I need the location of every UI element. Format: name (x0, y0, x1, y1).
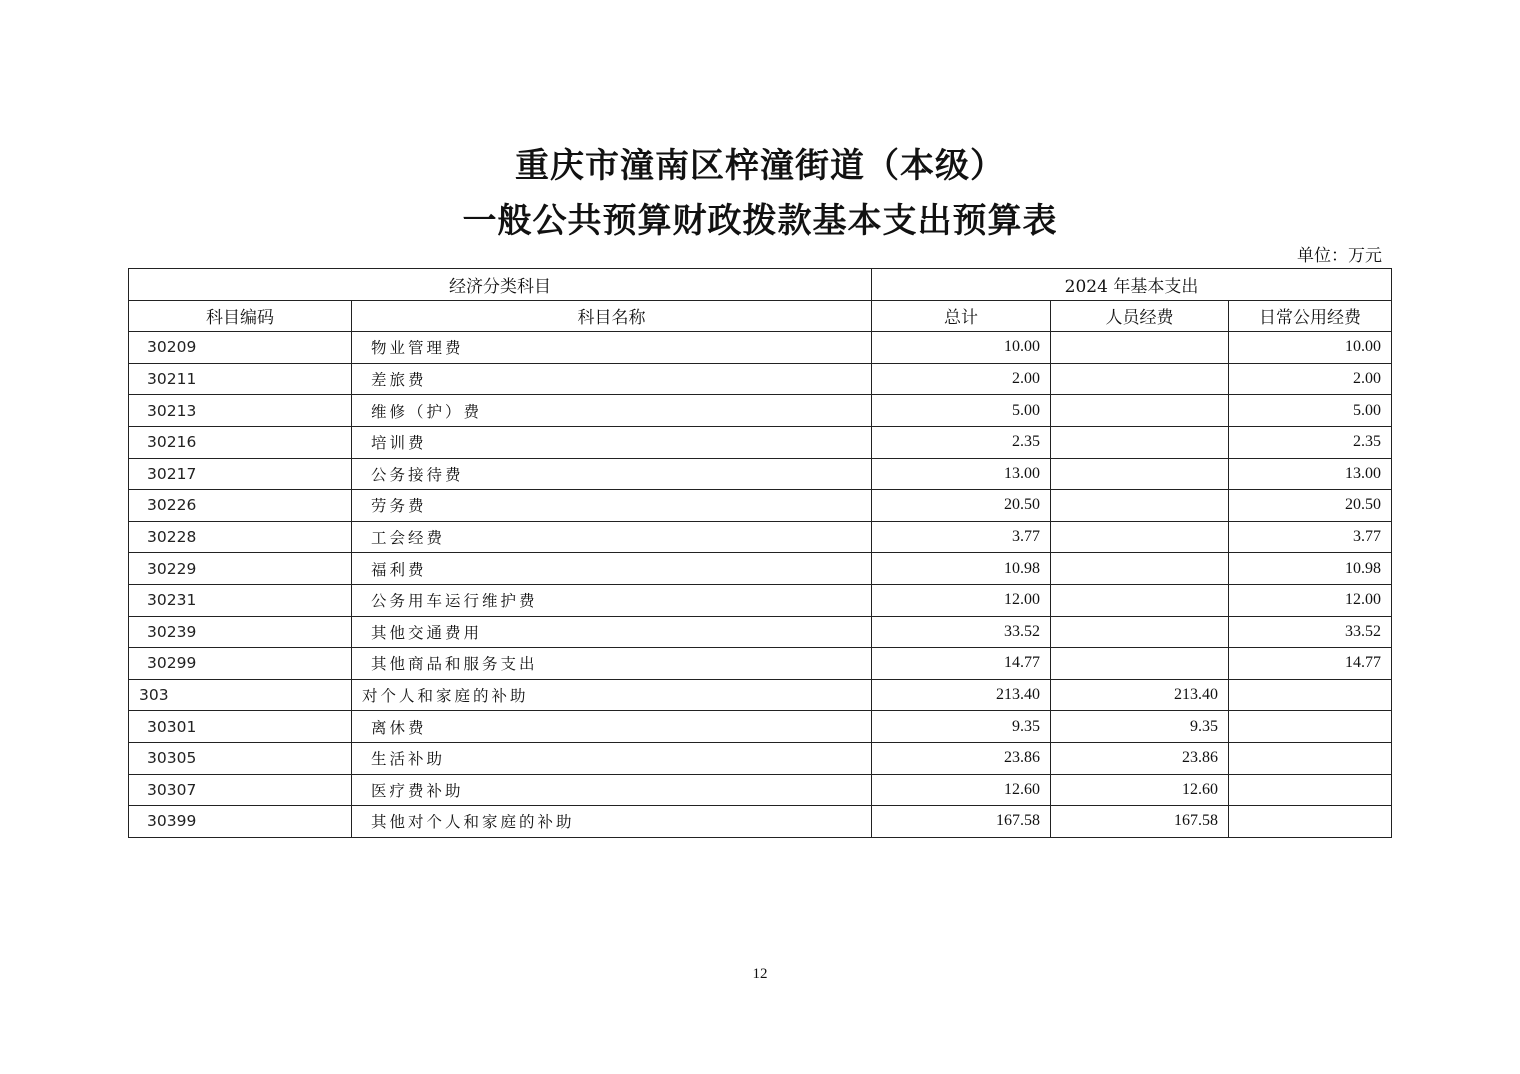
column-header-row (129, 300, 1392, 332)
cell-name: 生活补助 (352, 742, 872, 774)
cell-personnel (1051, 584, 1229, 616)
cell-personnel (1051, 490, 1229, 522)
cell-name: 公务接待费 (352, 458, 872, 490)
cell-total: 10.98 (872, 553, 1051, 585)
cell-public: 14.77 (1229, 648, 1392, 680)
cell-total: 2.00 (872, 363, 1051, 395)
cell-public (1229, 774, 1392, 806)
cell-personnel: 9.35 (1051, 711, 1229, 743)
cell-personnel (1051, 363, 1229, 395)
cell-code: 30209 (129, 332, 352, 364)
table-row (129, 648, 1392, 680)
table-row (129, 426, 1392, 458)
cell-code: 30239 (129, 616, 352, 648)
cell-code: 30305 (129, 742, 352, 774)
cell-code: 30217 (129, 458, 352, 490)
cell-total: 3.77 (872, 521, 1051, 553)
page-title-line2: 一般公共预算财政拨款基本支出预算表 (462, 201, 1058, 241)
table-row (129, 679, 1392, 711)
cell-code: 30299 (129, 648, 352, 680)
header-total: 总计 (872, 300, 1051, 332)
cell-public (1229, 711, 1392, 743)
cell-public (1229, 742, 1392, 774)
cell-public: 3.77 (1229, 521, 1392, 553)
cell-public: 33.52 (1229, 616, 1392, 648)
cell-public: 20.50 (1229, 490, 1392, 522)
cell-personnel: 213.40 (1051, 679, 1229, 711)
group-header-row (129, 269, 1392, 301)
cell-total: 167.58 (872, 806, 1051, 838)
table-row (129, 742, 1392, 774)
cell-personnel (1051, 616, 1229, 648)
cell-personnel: 12.60 (1051, 774, 1229, 806)
table-row (129, 458, 1392, 490)
cell-personnel (1051, 332, 1229, 364)
cell-name: 维修（护）费 (352, 395, 872, 427)
cell-code: 30231 (129, 584, 352, 616)
header-code: 科目编码 (129, 300, 352, 332)
cell-personnel: 23.86 (1051, 742, 1229, 774)
cell-name: 对个人和家庭的补助 (352, 679, 872, 711)
page-title-line1: 重庆市潼南区梓潼街道（本级） (515, 146, 1005, 186)
table-body (129, 332, 1392, 838)
cell-total: 33.52 (872, 616, 1051, 648)
table-row (129, 521, 1392, 553)
cell-name: 公务用车运行维护费 (352, 584, 872, 616)
cell-code: 30229 (129, 553, 352, 585)
cell-total: 12.00 (872, 584, 1051, 616)
cell-name: 其他交通费用 (352, 616, 872, 648)
cell-code: 30399 (129, 806, 352, 838)
header-public: 日常公用经费 (1229, 300, 1392, 332)
cell-personnel (1051, 426, 1229, 458)
cell-personnel (1051, 521, 1229, 553)
cell-total: 2.35 (872, 426, 1051, 458)
cell-code: 30213 (129, 395, 352, 427)
table-row (129, 711, 1392, 743)
cell-name: 物业管理费 (352, 332, 872, 364)
cell-name: 培训费 (352, 426, 872, 458)
cell-public: 2.00 (1229, 363, 1392, 395)
cell-code: 303 (129, 679, 352, 711)
cell-personnel: 167.58 (1051, 806, 1229, 838)
cell-public: 5.00 (1229, 395, 1392, 427)
cell-total: 213.40 (872, 679, 1051, 711)
header-basic-expenditure: 2024 年基本支出 (872, 269, 1392, 301)
cell-name: 医疗费补助 (352, 774, 872, 806)
budget-table (128, 268, 1392, 838)
cell-total: 20.50 (872, 490, 1051, 522)
cell-personnel (1051, 458, 1229, 490)
table-row (129, 363, 1392, 395)
cell-name: 差旅费 (352, 363, 872, 395)
cell-name: 其他商品和服务支出 (352, 648, 872, 680)
header-name: 科目名称 (352, 300, 872, 332)
cell-personnel (1051, 395, 1229, 427)
cell-public: 13.00 (1229, 458, 1392, 490)
cell-public (1229, 679, 1392, 711)
cell-total: 9.35 (872, 711, 1051, 743)
cell-code: 30216 (129, 426, 352, 458)
cell-public: 10.00 (1229, 332, 1392, 364)
table-row (129, 774, 1392, 806)
table-row (129, 332, 1392, 364)
cell-total: 5.00 (872, 395, 1051, 427)
table-row (129, 490, 1392, 522)
page-number: 12 (752, 966, 768, 982)
table-row (129, 395, 1392, 427)
cell-code: 30307 (129, 774, 352, 806)
cell-total: 10.00 (872, 332, 1051, 364)
cell-name: 其他对个人和家庭的补助 (352, 806, 872, 838)
cell-code: 30228 (129, 521, 352, 553)
cell-total: 14.77 (872, 648, 1051, 680)
cell-code: 30301 (129, 711, 352, 743)
cell-name: 劳务费 (352, 490, 872, 522)
cell-total: 23.86 (872, 742, 1051, 774)
cell-total: 12.60 (872, 774, 1051, 806)
cell-code: 30226 (129, 490, 352, 522)
cell-code: 30211 (129, 363, 352, 395)
cell-name: 工会经费 (352, 521, 872, 553)
table-row (129, 806, 1392, 838)
cell-public: 12.00 (1229, 584, 1392, 616)
cell-total: 13.00 (872, 458, 1051, 490)
header-personnel: 人员经费 (1051, 300, 1229, 332)
table-row (129, 616, 1392, 648)
header-economic-classification: 经济分类科目 (129, 269, 872, 301)
cell-public (1229, 806, 1392, 838)
cell-personnel (1051, 648, 1229, 680)
cell-name: 离休费 (352, 711, 872, 743)
table-row (129, 584, 1392, 616)
unit-label: 单位：万元 (1297, 246, 1382, 266)
cell-public: 2.35 (1229, 426, 1392, 458)
cell-personnel (1051, 553, 1229, 585)
cell-name: 福利费 (352, 553, 872, 585)
table-row (129, 553, 1392, 585)
cell-public: 10.98 (1229, 553, 1392, 585)
